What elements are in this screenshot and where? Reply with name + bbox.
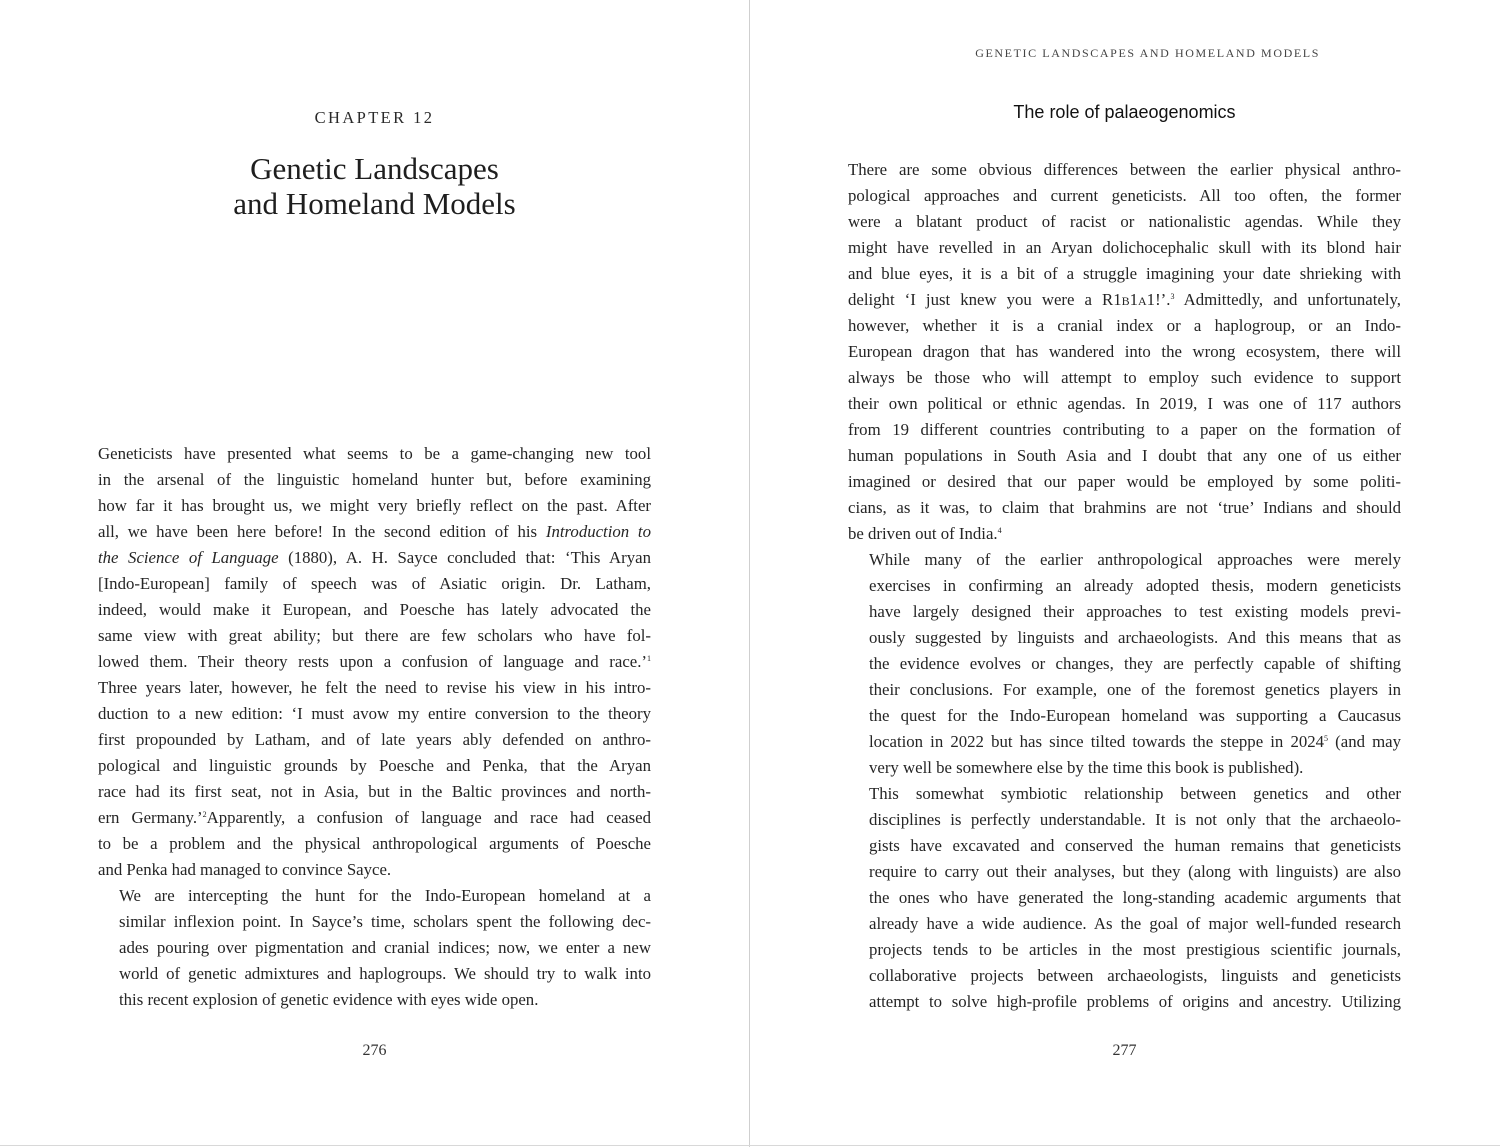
text-line: This somewhat symbiotic relationship between genetics and other xyxy=(869,784,1401,803)
text-run: be driven out of India. xyxy=(848,524,998,543)
text-line: ously suggested by linguists and archaeologists. And this means that as xyxy=(869,628,1401,647)
text-line: While many of the earlier anthropological approaches were merely xyxy=(869,550,1401,569)
text-line: disciplines is perfectly understandable. It is not only that the archaeolo- xyxy=(869,810,1401,829)
book-title-italic: the Science of Language xyxy=(98,548,279,567)
text-line: pological and linguistic grounds by Poesche and Penka, that the Aryan xyxy=(98,756,651,775)
book-title-italic: Introduction to xyxy=(545,522,651,541)
haplogroup-name: R1b1a1 xyxy=(1102,290,1156,309)
right-paragraph-1 xyxy=(848,157,1401,547)
text-line: European dragon that has wandered into the wrong ecosystem, there will xyxy=(848,342,1401,361)
text-line: collaborative projects between archaeologists, linguists and geneticists xyxy=(869,966,1401,985)
text-line: imagined or desired that our paper would be employed by some politi- xyxy=(848,472,1401,491)
left-body-text xyxy=(98,441,651,1013)
text-line: indeed, would make it European, and Poesche has lately advocated the xyxy=(98,600,651,619)
text-line: and blue eyes, it is a bit of a struggle imagining your date shrieking with xyxy=(848,264,1401,283)
text-line: exercises in confirming an already adopted thesis, modern geneticists xyxy=(869,576,1401,595)
chapter-label: CHAPTER 12 xyxy=(314,108,435,127)
text-line: the evidence evolves or changes, they are perfectly capable of shifting xyxy=(869,654,1401,673)
page-number: 277 xyxy=(1112,1042,1137,1059)
text-line: We are intercepting the hunt for the Indo-European homeland at a xyxy=(119,886,651,905)
footnote-marker[interactable]: 2 xyxy=(202,810,207,819)
text-line xyxy=(98,519,651,545)
text-line: were a blatant product of racist or nationalistic agendas. While they xyxy=(848,212,1401,231)
chapter-title-line-1: Genetic Landscapes xyxy=(250,151,499,186)
footnote-marker[interactable]: 5 xyxy=(1324,734,1329,743)
text-line: their conclusions. For example, one of the foremost genetics players in xyxy=(869,680,1401,699)
text-line xyxy=(98,649,651,675)
right-paragraph-2 xyxy=(848,547,1401,781)
footnote-marker[interactable]: 4 xyxy=(997,526,1002,535)
text-line xyxy=(98,545,651,571)
right-body-text xyxy=(848,157,1401,1015)
text-line: same view with great ability; but there are few scholars who have fol- xyxy=(98,626,651,645)
text-run: lowed them. Their theory rests upon a confusion of language and race.’ xyxy=(98,652,647,671)
text-line: similar inflexion point. In Sayce’s time, scholars spent the following dec- xyxy=(119,912,651,931)
text-line: in the arsenal of the linguistic homeland hunter but, before examining xyxy=(98,470,651,489)
text-line: might have revelled in an Aryan dolichocephalic skull with its blond hair xyxy=(848,238,1401,257)
page-number: 276 xyxy=(362,1042,387,1059)
text-line: pological approaches and current geneticists. All too often, the former xyxy=(848,186,1401,205)
text-line: human populations in South Asia and I doubt that any one of us either xyxy=(848,446,1401,465)
text-line: however, whether it is a cranial index or a haplogroup, or an Indo- xyxy=(848,316,1401,335)
right-page xyxy=(750,0,1499,1147)
text-line: duction to a new edition: ‘I must avow my entire conversion to the theory xyxy=(98,704,651,723)
text-line: Geneticists have presented what seems to be a game-changing new tool xyxy=(98,444,651,463)
bottom-border xyxy=(0,1145,1500,1146)
text-line: have largely designed their approaches to test existing models previ- xyxy=(869,602,1401,621)
text-line xyxy=(848,729,1401,755)
section-heading: The role of palaeogenomics xyxy=(1013,102,1236,122)
text-line xyxy=(848,287,1401,313)
text-run: Apparently, a confusion of language and race had ceased xyxy=(206,808,651,827)
text-line: require to carry out their analyses, but they (along with linguists) are also xyxy=(869,862,1401,881)
text-line: and Penka had managed to convince Sayce. xyxy=(98,860,392,879)
text-line: the quest for the Indo-European homeland was supporting a Caucasus xyxy=(869,706,1401,725)
text-line: to be a problem and the physical anthropological arguments of Poesche xyxy=(98,834,651,853)
text-run: ern Germany.’ xyxy=(98,808,203,827)
text-run: !’. xyxy=(1155,290,1171,309)
text-line: their own political or ethnic agendas. In 2019, I was one of 117 authors xyxy=(848,394,1401,413)
text-run: all, we have been here before! In the second edition of his xyxy=(98,522,546,541)
footnote-marker[interactable]: 3 xyxy=(1170,292,1175,301)
text-line: cians, as it was, to claim that brahmins are not ‘true’ Indians and should xyxy=(848,498,1401,517)
text-line: attempt to solve high-profile problems of origins and ancestry. Utilizing xyxy=(869,992,1401,1011)
chapter-title xyxy=(0,151,749,221)
text-line: the ones who have generated the long-standing academic arguments that xyxy=(869,888,1401,907)
footnote-marker[interactable]: 1 xyxy=(647,654,651,663)
text-line: world of genetic admixtures and haplogroups. We should try to walk into xyxy=(119,964,651,983)
text-line: already have a wide audience. As the goal of major well-funded research xyxy=(869,914,1401,933)
text-line xyxy=(848,521,1401,547)
text-line: projects tends to be articles in the most prestigious scientific journals, xyxy=(869,940,1401,959)
text-line: always be those who will attempt to employ such evidence to support xyxy=(848,368,1401,387)
chapter-title-line-2: and Homeland Models xyxy=(233,186,516,221)
text-line: how far it has brought us, we might very briefly reflect on the past. After xyxy=(98,496,651,515)
text-line: from 19 different countries contributing to a paper on the formation of xyxy=(848,420,1401,439)
text-run: Admittedly, and unfortunately, xyxy=(1174,290,1401,309)
left-page xyxy=(0,0,749,1147)
text-run: (and may xyxy=(1328,732,1402,751)
text-line: race had its first seat, not in Asia, but in the Baltic provinces and north- xyxy=(98,782,651,801)
text-line xyxy=(98,805,651,831)
text-line: first propounded by Latham, and of late years ably defended on anthro- xyxy=(98,730,651,749)
text-run: delight ‘I just knew you were a xyxy=(848,290,1103,309)
text-line: this recent explosion of genetic evidence with eyes wide open. xyxy=(119,990,539,1009)
text-line: [Indo-European] family of speech was of Asiatic origin. Dr. Latham, xyxy=(98,574,651,593)
running-head: GENETIC LANDSCAPES AND HOMELAND MODELS xyxy=(975,46,1320,60)
right-paragraph-3 xyxy=(848,781,1401,1015)
text-line: ades pouring over pigmentation and cranial indices; now, we enter a new xyxy=(119,938,651,957)
text-line: Three years later, however, he felt the need to revise his view in his intro- xyxy=(98,678,651,697)
text-line: gists have excavated and conserved the human remains that geneticists xyxy=(869,836,1401,855)
left-paragraph-1 xyxy=(98,441,651,883)
text-run: location in 2022 but has since tilted towards the steppe in 2024 xyxy=(869,732,1325,751)
text-run: (1880), A. H. Sayce concluded that: ‘This Aryan xyxy=(278,548,651,567)
text-line: very well be somewhere else by the time this book is published). xyxy=(869,758,1304,777)
text-line: There are some obvious differences between the earlier physical anthro- xyxy=(848,160,1401,179)
left-paragraph-2 xyxy=(98,883,651,1013)
